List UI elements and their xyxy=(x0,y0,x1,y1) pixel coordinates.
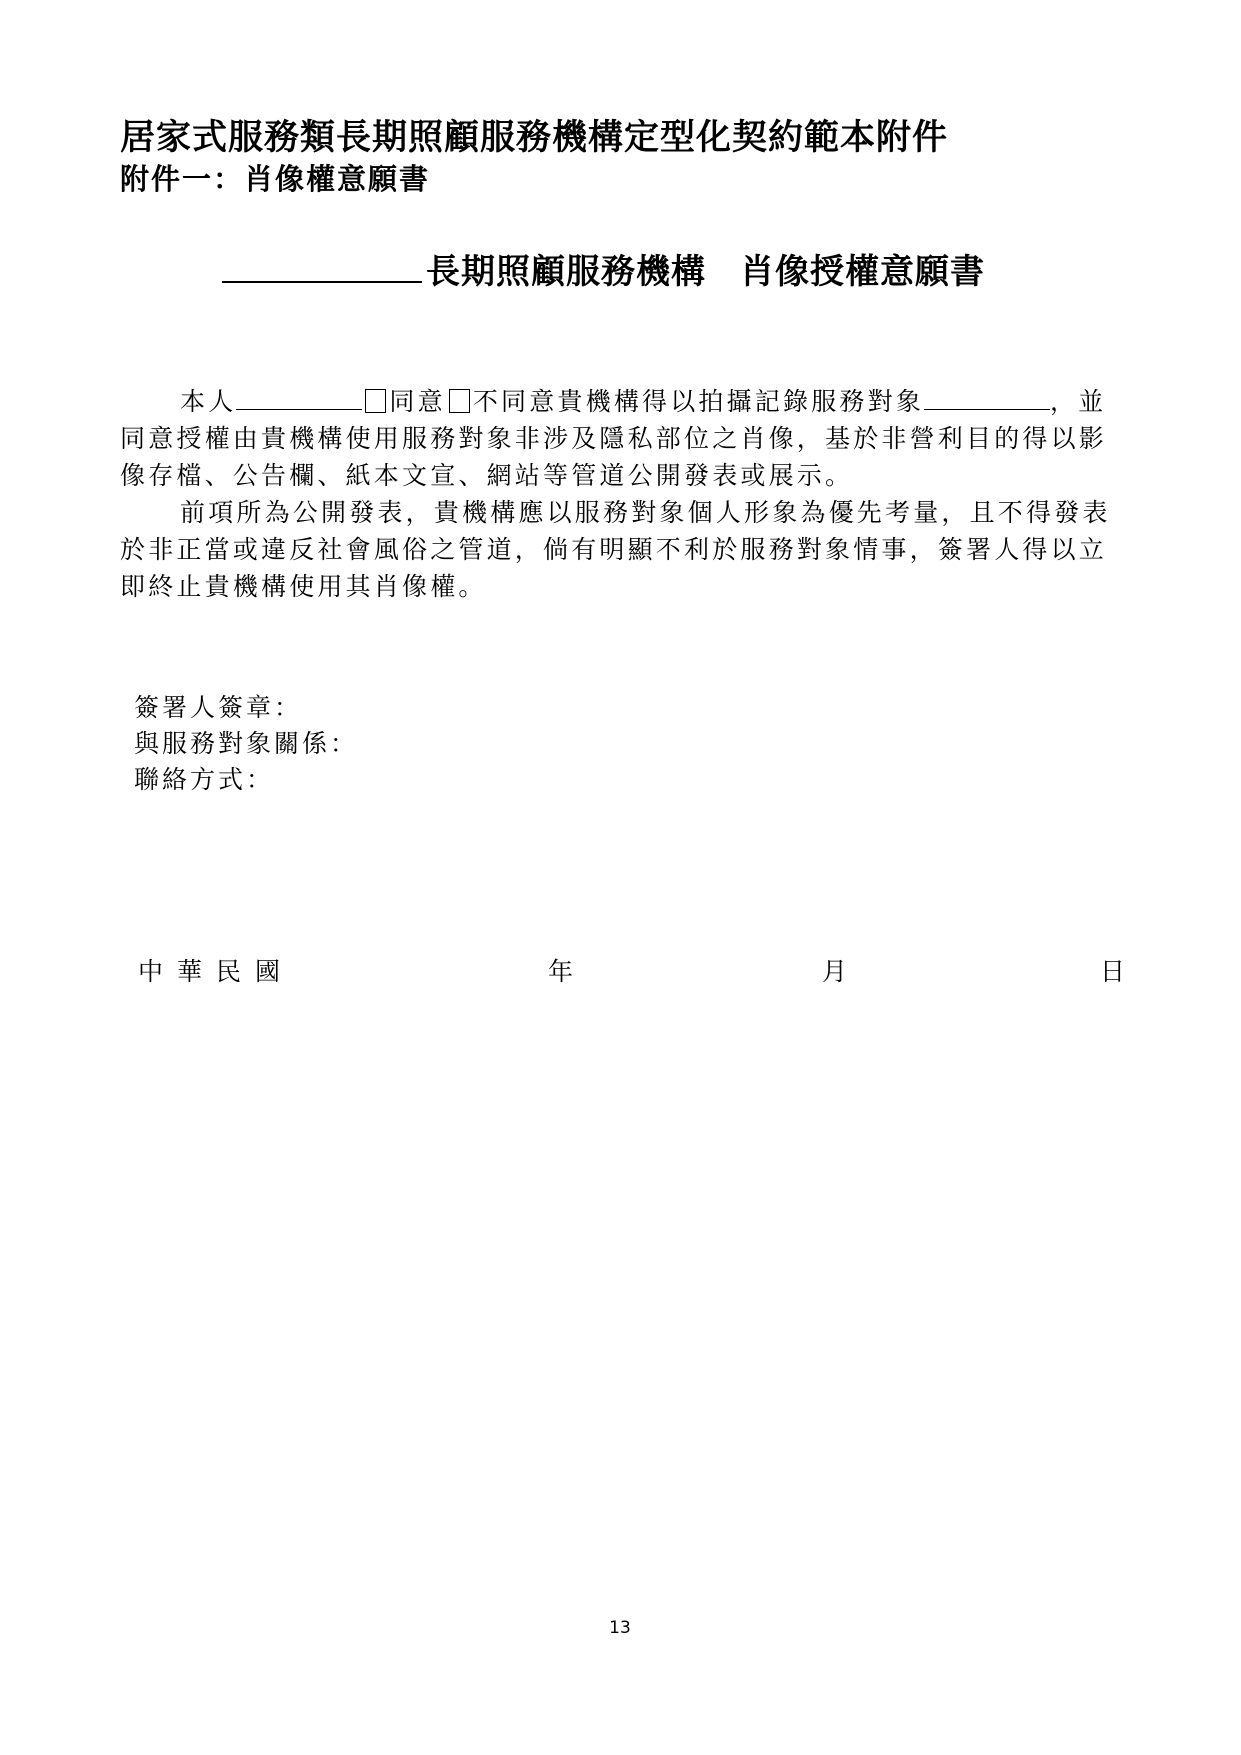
paragraph-consent xyxy=(120,383,1120,494)
page-number: 13 xyxy=(609,1618,631,1638)
agree-label: 同意 xyxy=(389,387,446,416)
paragraph-publication-terms: 前項所為公開發表，貴機構應以服務對象個人形象為優先考量，且不得發表於非正當或違反社會風俗之管道，倘有明顯不利於服務對象情事，簽署人得以立即終止貴機構使用其肖像權。 xyxy=(120,498,1111,601)
signature-block xyxy=(134,690,358,798)
contact-label: 聯絡方式： xyxy=(134,765,275,794)
date-year: 年 xyxy=(548,957,574,986)
main-title: 居家式服務類長期照顧服務機構定型化契約範本附件 xyxy=(120,117,949,158)
form-title-part2: 肖像授權意願書 xyxy=(740,252,985,292)
form-title-part1: 長期照顧服務機構 xyxy=(426,252,706,292)
disagree-label: 不同意貴機構得以拍攝記錄服務對象 xyxy=(472,387,925,416)
signer-signature-label: 簽署人簽章： xyxy=(134,693,303,722)
agree-checkbox[interactable] xyxy=(365,389,386,413)
sub-title: 附件一：肖像權意願書 xyxy=(120,162,431,196)
paragraph1-prefix: 本人 xyxy=(180,387,237,416)
organization-name-blank[interactable] xyxy=(222,245,422,283)
signer-name-blank[interactable] xyxy=(236,387,362,410)
body-text xyxy=(120,383,1120,605)
relation-label: 與服務對象關係： xyxy=(134,729,359,758)
paragraph1-suffix: ，並同意授權由貴機構使用服務對象非涉及隱私部位之肖像，基於非營利目的得以影像存檔、公告欄、紙本文宣、網站等管道公開發表或展示。 xyxy=(120,387,1108,490)
date-day: 日 xyxy=(1100,957,1126,986)
date-era: 中華民國 xyxy=(138,957,295,986)
date-month: 月 xyxy=(822,957,848,986)
service-recipient-blank[interactable] xyxy=(924,387,1050,410)
document-header xyxy=(120,116,1120,198)
disagree-checkbox[interactable] xyxy=(449,389,470,413)
form-title xyxy=(222,245,1122,294)
